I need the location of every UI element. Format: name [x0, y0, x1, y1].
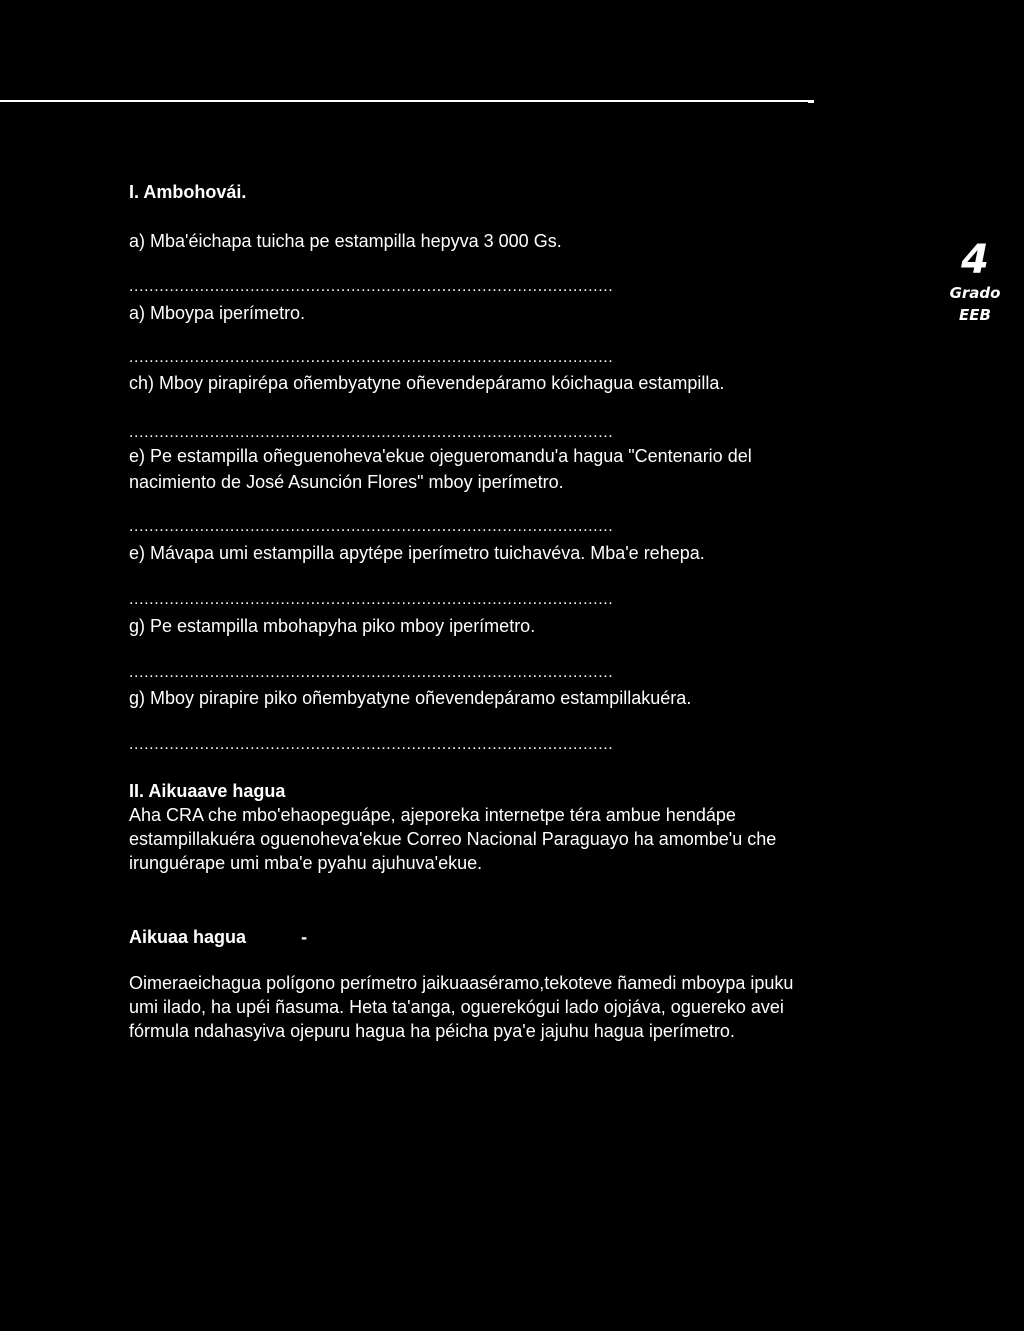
section-2-title: II. Aikuaave hagua [129, 781, 286, 801]
question-g2: g) Mboy pirapire piko oñembyatyne oñevendepáramo estampillakuéra. [129, 688, 692, 708]
answer-line-a2: ................................................................................................ [129, 351, 614, 365]
top-rule [0, 100, 808, 102]
section-3-heading [129, 925, 307, 949]
answer-line-e2: ................................................................................................ [129, 593, 614, 607]
grade-badge [930, 238, 1020, 326]
section-3-line-3: fórmula ndahasyiva ojepuru hagua ha péicha pya'e jajuhu hagua iperímetro. [129, 1021, 735, 1041]
question-e2: e) Mávapa umi estampilla apytépe iperímetro tuichavéva. Mba'e rehepa. [129, 543, 705, 563]
section-3-title: Aikuaa hagua [129, 927, 247, 947]
top-rule-tick [808, 100, 814, 103]
question-g1: g) Pe estampilla mbohapyha piko mboy iperímetro. [129, 616, 536, 636]
section-2-line-2: estampillakuéra oguenoheva'ekue Correo Nacional Paraguayo ha amombe'u che [129, 829, 777, 849]
section-3-dash: - [301, 927, 308, 947]
question-ch: ch) Mboy pirapirépa oñembyatyne oñevendepáramo kóichagua estampilla. [129, 373, 725, 393]
answer-line-a1: ................................................................................................ [129, 280, 614, 294]
grade-label: Grado [949, 284, 1001, 302]
grade-number: 4 [961, 237, 989, 283]
question-e1-line2: nacimiento de José Asunción Flores" mboy iperímetro. [129, 472, 564, 492]
answer-line-e1: ................................................................................................ [129, 520, 614, 534]
answer-line-g1: ................................................................................................ [129, 666, 614, 680]
question-e1-line1: e) Pe estampilla oñeguenoheva'ekue ojegueromandu'a hagua "Centenario del [129, 446, 752, 466]
section-3-line-2: umi ilado, ha upéi ñasuma. Heta ta'anga, oguerekógui lado ojojáva, oguereko avei [129, 997, 784, 1017]
section-2-line-1: Aha CRA che mbo'ehaopeguápe, ajeporeka internetpe téra ambue hendápe [129, 805, 736, 825]
question-a1: a) Mba'éichapa tuicha pe estampilla hepyva 3 000 Gs. [129, 231, 562, 251]
answer-line-g2: ................................................................................................ [129, 738, 614, 752]
level-label: EEB [959, 306, 991, 324]
section-3-line-1: Oimeraeichagua polígono perímetro jaikuaaséramo,tekoteve ñamedi mboypa ipuku [129, 973, 794, 993]
section-2-body [129, 803, 929, 875]
section-1-title: I. Ambohovái. [129, 182, 247, 202]
question-a2: a) Mboypa iperímetro. [129, 303, 306, 323]
answer-line-ch: ................................................................................................ [129, 426, 614, 440]
section-3-body [129, 971, 929, 1043]
section-2-line-3: irunguérape umi mba'e pyahu ajuhuva'ekue. [129, 853, 483, 873]
